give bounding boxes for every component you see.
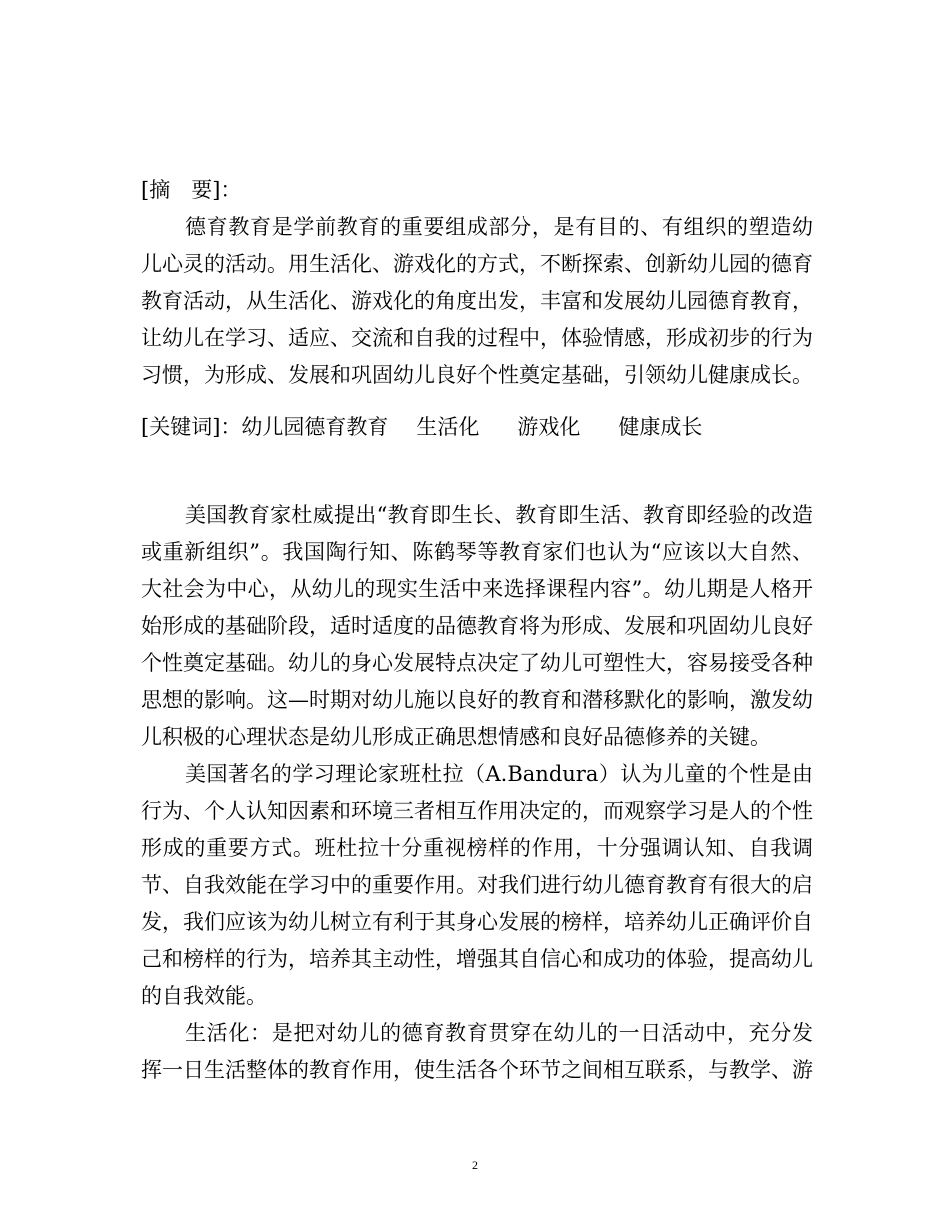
keywords-line — [141, 409, 813, 446]
keywords-label: [关键词]： — [141, 415, 242, 439]
abstract-label: [摘 要]： — [141, 178, 242, 202]
keyword-item: 游戏化 — [517, 415, 581, 439]
page-number: 2 — [472, 1158, 478, 1172]
body-paragraph: 生活化：是把对幼儿的德育教育贯穿在幼儿的一日活动中，充分发挥一日生活整体的教育作用，使生活各个环节之间相互联系，与教学、游 — [141, 1021, 813, 1082]
body-paragraph: 美国教育家杜威提出“教育即生长、教育即生活、教育即经验的改造或重新组织”。我国陶行知、陈鹤琴等教育家们也认为“应该以大自然、大社会为中心，从幼儿的现实生活中来选择课程内容”。幼儿期是人格开始形成的基础阶段，适时适度的品德教育将为形成、发展和巩固幼儿良好个性奠定基础。幼儿的身心发展特点决定了幼儿可塑性大，容易接受各种思想的影响。这—时期对幼儿施以良好的教育和潜移默化的影响，激发幼儿积极的心理状态是幼儿形成正确思想情感和良好品德修养的关键。 — [141, 503, 813, 749]
keyword-item: 幼儿园德育教育 — [241, 415, 389, 439]
body-paragraph: 美国著名的学习理论家班杜拉（A.Bandura）认为儿童的个性是由行为、个人认知因素和环境三者相互作用决定的，而观察学习是人的个性形成的重要方式。班杜拉十分重视榜样的作用，十分强调认知、自我调节、自我效能在学习中的重要作用。对我们进行幼儿德育教育有很大的启发，我们应该为幼儿树立有利于其身心发展的榜样，培养幼儿正确评价自己和榜样的行为，培养其主动性，增强其自信心和成功的体验，提高幼儿的自我效能。 — [141, 762, 813, 1008]
abstract-body: 德育教育是学前教育的重要组成部分，是有目的、有组织的塑造幼儿心灵的活动。用生活化、游戏化的方式，不断探索、创新幼儿园的德育教育活动，从生活化、游戏化的角度出发，丰富和发展幼儿园德育教育，让幼儿在学习、适应、交流和自我的过程中，体验情感，形成初步的行为习惯，为形成、发展和巩固幼儿良好个性奠定基础，引领幼儿健康成长。 — [141, 215, 813, 387]
keyword-item: 健康成长 — [618, 415, 703, 439]
keyword-item: 生活化 — [416, 415, 480, 439]
page-content — [141, 172, 813, 1089]
